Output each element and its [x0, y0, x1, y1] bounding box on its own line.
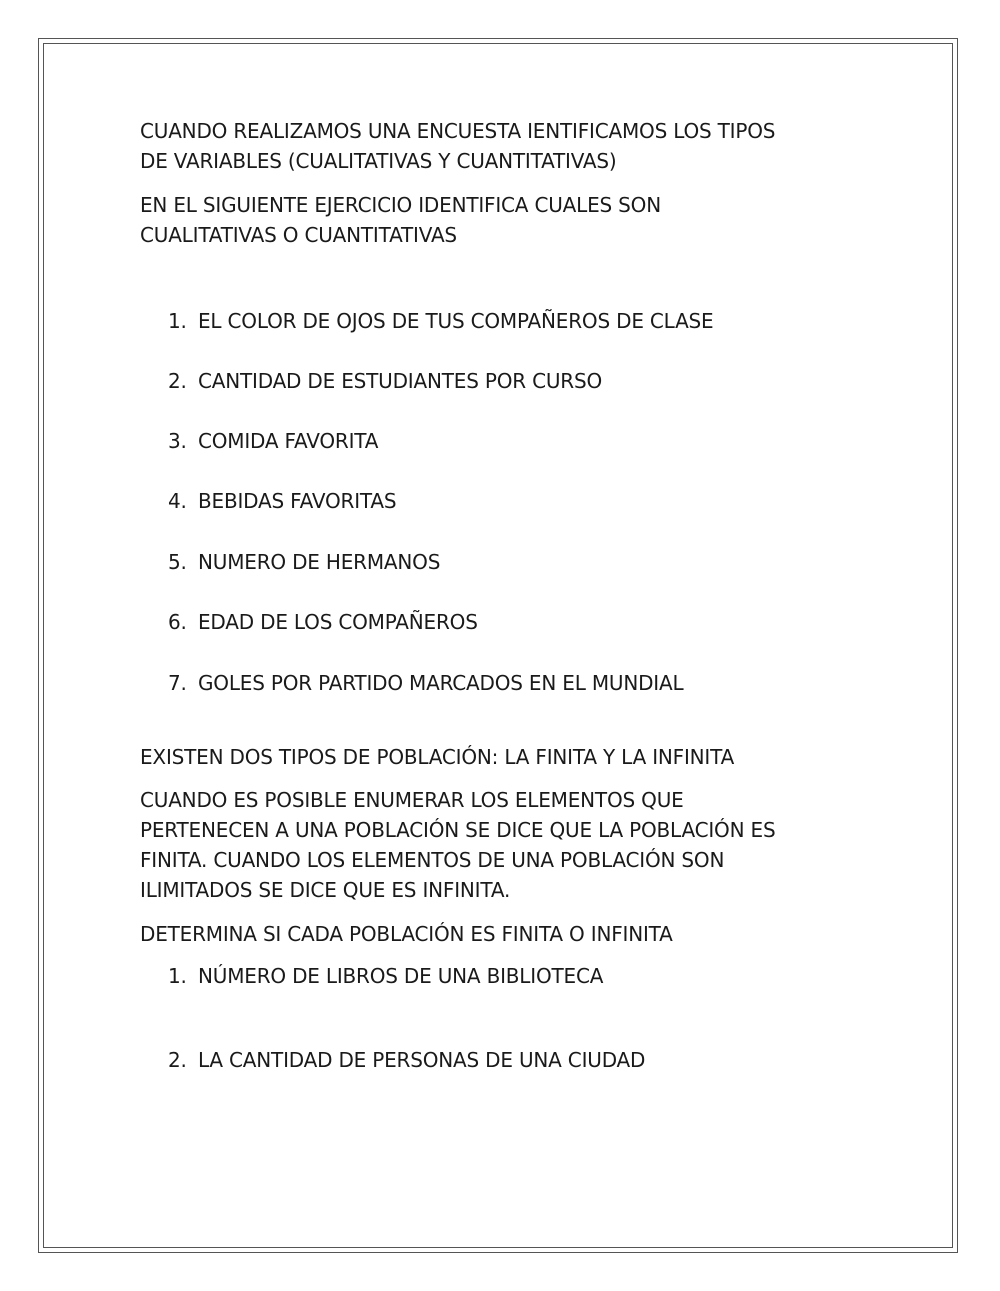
- list-item-number: 6.: [168, 610, 187, 634]
- instruction-1-line-2: CUALITATIVAS O CUANTITATIVAS: [140, 223, 457, 247]
- list-item: [168, 607, 478, 637]
- list-item-number: 2.: [168, 1048, 187, 1072]
- list-item-text: EDAD DE LOS COMPAÑEROS: [198, 610, 478, 634]
- list-item: [168, 1045, 645, 1075]
- list-item: [168, 486, 396, 516]
- list-item: [168, 961, 603, 991]
- list-item-text: NUMERO DE HERMANOS: [198, 550, 441, 574]
- list-item-text: BEBIDAS FAVORITAS: [198, 489, 397, 513]
- list-item-number: 2.: [168, 369, 187, 393]
- population-intro: EXISTEN DOS TIPOS DE POBLACIÓN: LA FINITA Y LA INFINITA: [140, 745, 735, 769]
- list-item: [168, 366, 602, 396]
- list-item-number: 1.: [168, 309, 187, 333]
- list-item: [168, 306, 714, 336]
- list-item-number: 1.: [168, 964, 187, 988]
- list-item: [168, 668, 683, 698]
- list-item-text: NÚMERO DE LIBROS DE UNA BIBLIOTECA: [198, 964, 604, 988]
- list-item: [168, 547, 440, 577]
- list-item-text: LA CANTIDAD DE PERSONAS DE UNA CIUDAD: [198, 1048, 646, 1072]
- list-item-text: GOLES POR PARTIDO MARCADOS EN EL MUNDIAL: [198, 671, 684, 695]
- list-item-text: CANTIDAD DE ESTUDIANTES POR CURSO: [198, 369, 603, 393]
- population-def-line-2: PERTENECEN A UNA POBLACIÓN SE DICE QUE LA POBLACIÓN ES: [140, 818, 776, 842]
- list-item-number: 5.: [168, 550, 187, 574]
- list-item: [168, 426, 378, 456]
- intro-line-1: CUANDO REALIZAMOS UNA ENCUESTA IENTIFICAMOS LOS TIPOS: [140, 119, 776, 143]
- population-def-line-4: ILIMITADOS SE DICE QUE ES INFINITA.: [140, 878, 511, 902]
- intro-line-2: DE VARIABLES (CUALITATIVAS Y CUANTITATIVAS): [140, 149, 617, 173]
- list-item-number: 4.: [168, 489, 187, 513]
- list-item-number: 7.: [168, 671, 187, 695]
- list-item-text: COMIDA FAVORITA: [198, 429, 379, 453]
- list-item-text: EL COLOR DE OJOS DE TUS COMPAÑEROS DE CLASE: [198, 309, 714, 333]
- instruction-1-line-1: EN EL SIGUIENTE EJERCICIO IDENTIFICA CUALES SON: [140, 193, 661, 217]
- list-item-number: 3.: [168, 429, 187, 453]
- population-def-line-3: FINITA. CUANDO LOS ELEMENTOS DE UNA POBLACIÓN SON: [140, 848, 725, 872]
- population-def-line-1: CUANDO ES POSIBLE ENUMERAR LOS ELEMENTOS QUE: [140, 788, 684, 812]
- instruction-2: DETERMINA SI CADA POBLACIÓN ES FINITA O INFINITA: [140, 922, 673, 946]
